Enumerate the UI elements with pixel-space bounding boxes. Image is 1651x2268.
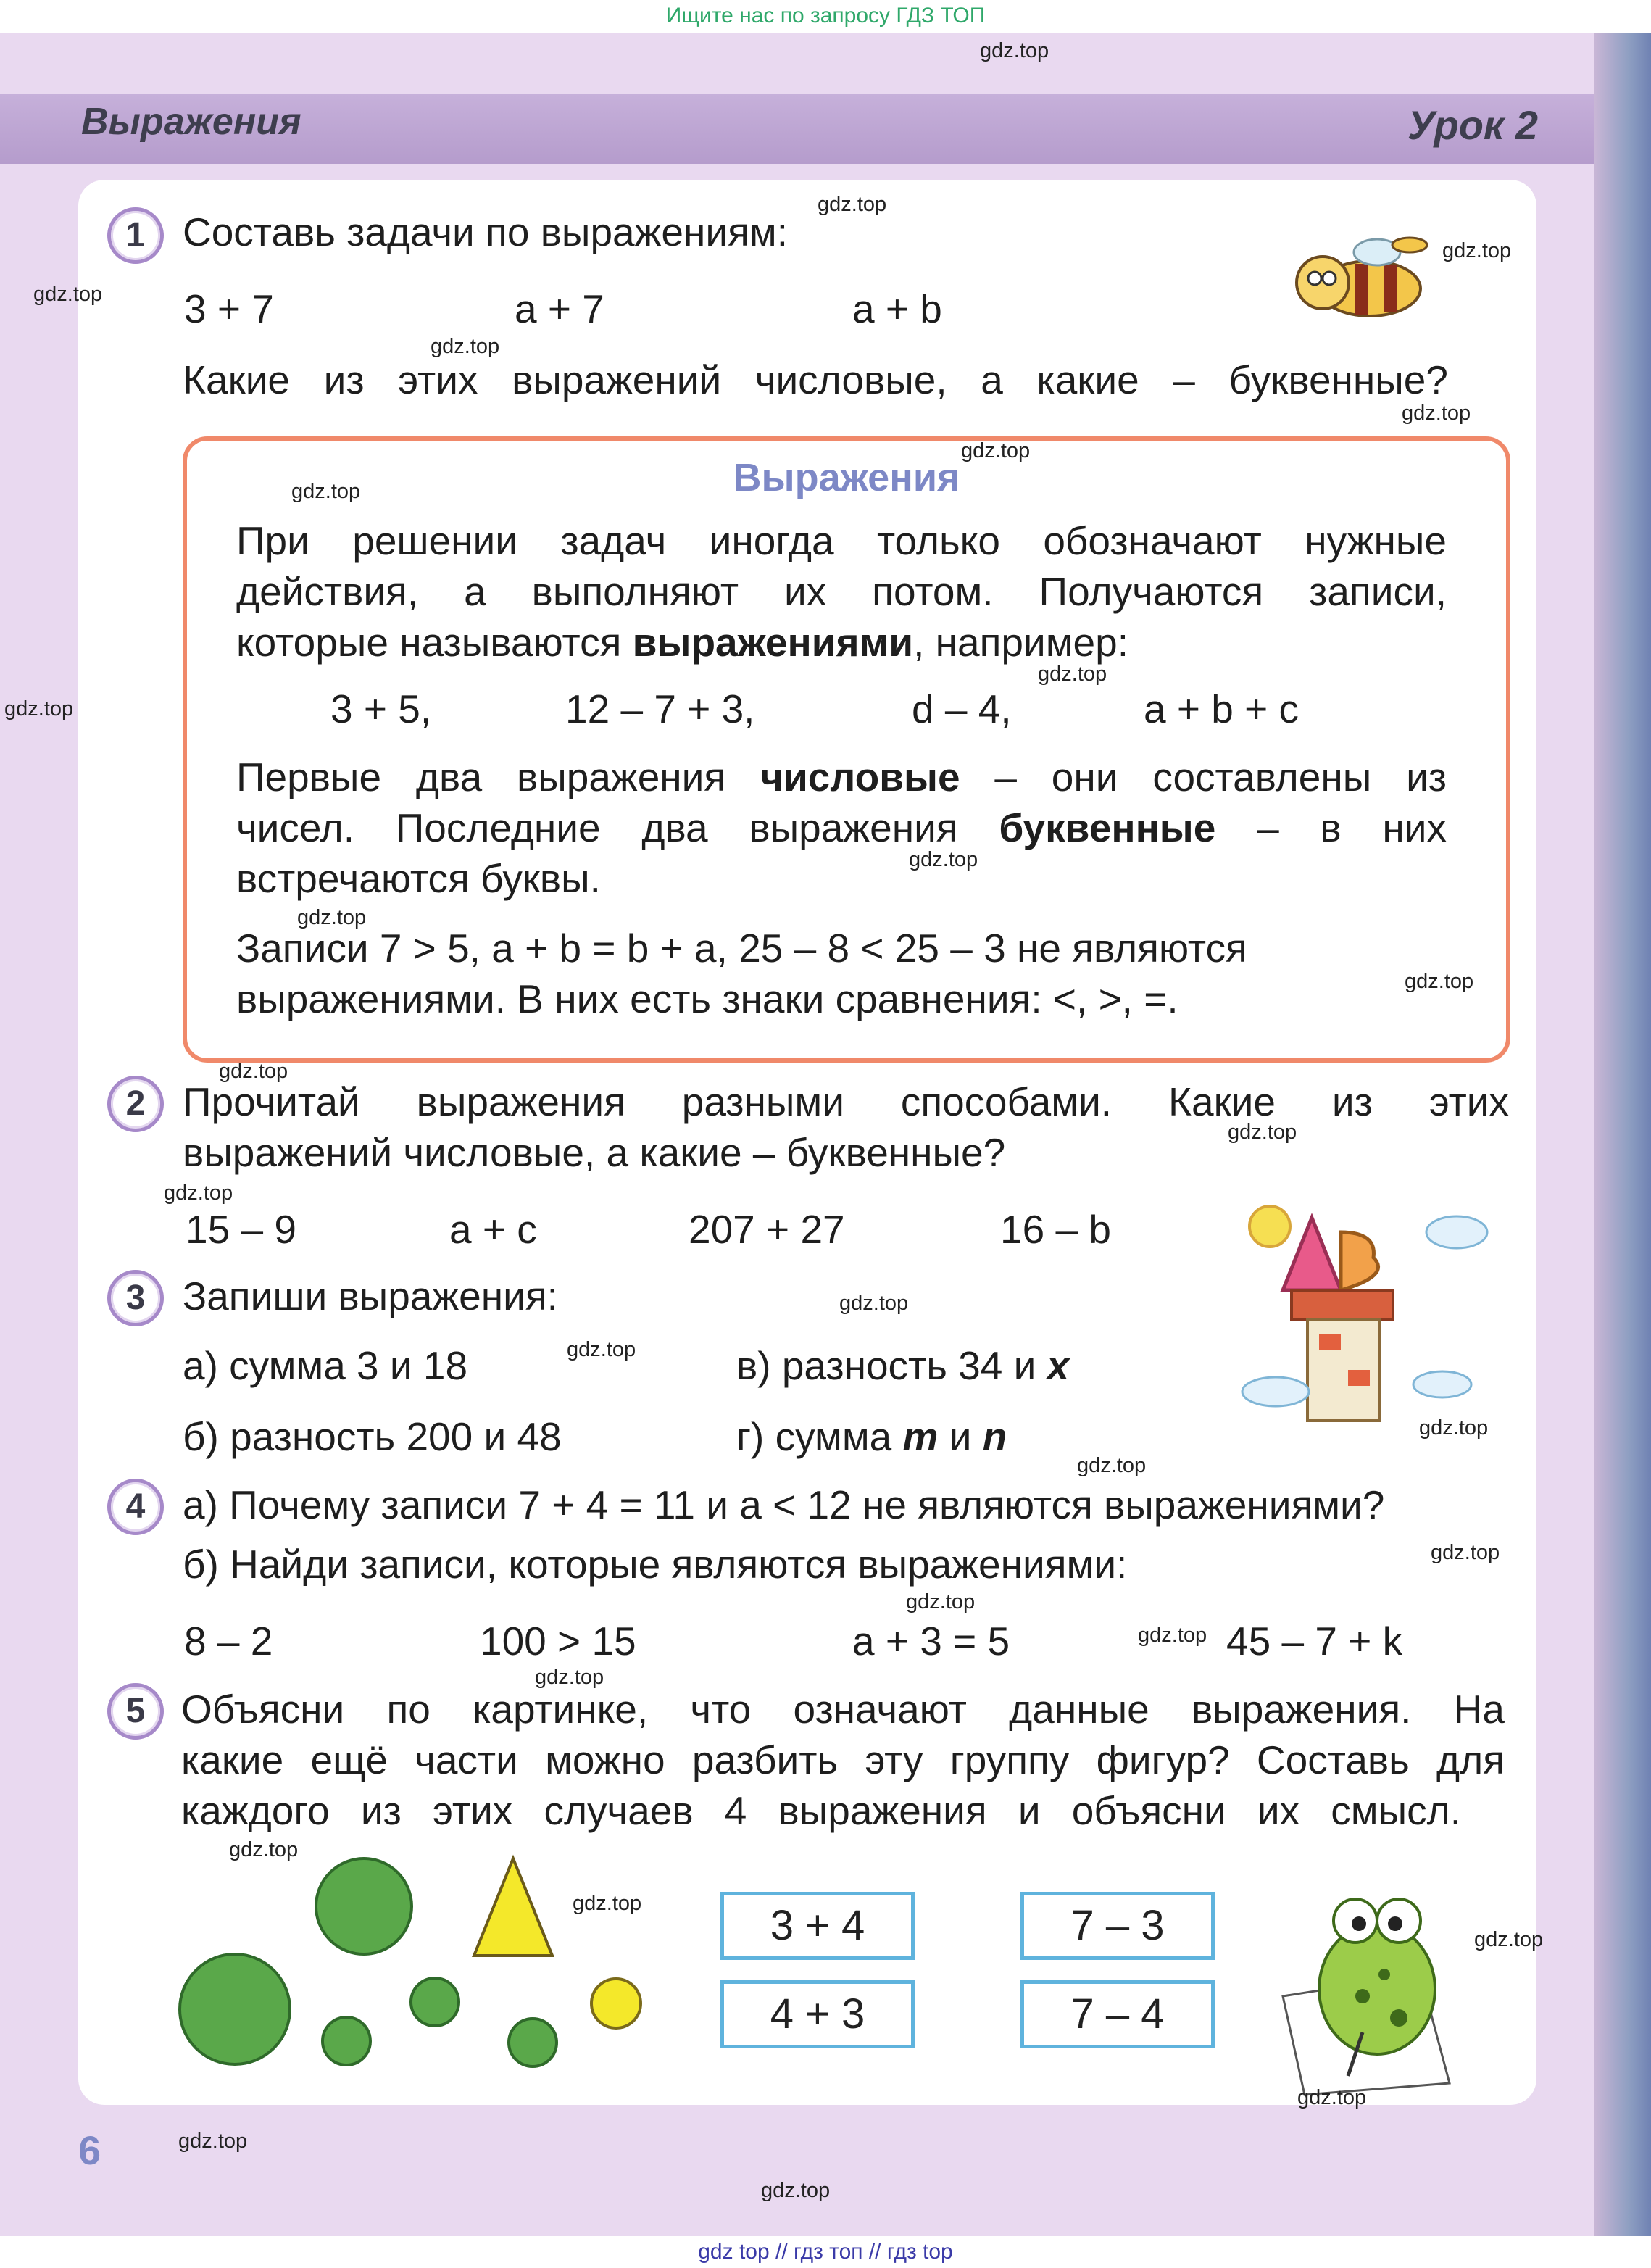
watermark: gdz.top [761, 2179, 831, 2202]
task-2-expr-1: 15 – 9 [186, 1207, 296, 1252]
watermark: gdz.top [178, 2130, 248, 2153]
watermark: gdz.top [1474, 1928, 1544, 1951]
watermark: gdz.top [906, 1590, 976, 1613]
small-green-circle-3 [509, 2019, 557, 2066]
watermark: gdz.top [431, 335, 500, 358]
definition-example-1: 3 + 5, [330, 686, 432, 731]
task-5-line-1: Объясни по картинке, что означают данные выражения. На [181, 1687, 1505, 1732]
yellow-circle [591, 1979, 641, 2028]
definition-p2-line-3: встречаются буквы. [236, 856, 601, 901]
page-title: Выражения [81, 101, 301, 143]
definition-line-1: При решении задач иногда только обозначают нужные [236, 518, 1447, 563]
watermark: gdz.top [1038, 662, 1107, 686]
watermark: gdz.top [1431, 1541, 1500, 1564]
expression-box-7-minus-4: 7 – 4 [1020, 1980, 1215, 2048]
bee-illustration [1283, 230, 1428, 332]
watermark: gdz.top [980, 39, 1049, 62]
task-1-number: 1 [107, 207, 164, 264]
watermark: gdz.top [1138, 1624, 1207, 1647]
watermark: gdz.top [164, 1181, 233, 1205]
watermark: gdz.top [1419, 1416, 1489, 1440]
frog-illustration [1276, 1880, 1464, 2098]
task-3-item-a: а) сумма 3 и 18 [183, 1343, 468, 1388]
task-4-expr-3: a + 3 = 5 [852, 1619, 1010, 1663]
task-2-number: 2 [107, 1076, 164, 1132]
task-3-number: 3 [107, 1270, 164, 1326]
watermark: gdz.top [818, 193, 887, 216]
watermark: gdz.top [909, 848, 978, 871]
task-3-item-g: г) сумма m и n [736, 1414, 1007, 1459]
task-1-text: Составь задачи по выражениям: [183, 209, 788, 254]
task-2-expr-4: 16 – b [1000, 1207, 1111, 1252]
definition-line-2: действия, а выполняют их потом. Получаются записи, [236, 569, 1447, 614]
expression-box-4-plus-3: 4 + 3 [720, 1980, 915, 2048]
watermark: gdz.top [1077, 1454, 1147, 1477]
watermark: gdz.top [1442, 239, 1512, 262]
lesson-label: Урок 2 [1407, 102, 1538, 148]
task-4-expr-4: 45 – 7 + k [1226, 1619, 1403, 1663]
definition-p3-line-1: Записи 7 > 5, a + b = b + a, 25 – 8 < 25 – 3 не являются [236, 926, 1247, 971]
task-1-question: Какие из этих выражений числовые, а какие – буквенные? [183, 357, 1448, 402]
task-3-text: Запиши выражения: [183, 1274, 558, 1318]
task-5-line-2: какие ещё части можно разбить эту группу фигур? Составь для [181, 1737, 1505, 1782]
task-1-expr-3: a + b [852, 286, 942, 331]
definition-example-2: 12 – 7 + 3, [565, 686, 755, 731]
watermark: gdz.top [1402, 402, 1471, 425]
definition-title: Выражения [733, 456, 960, 499]
definition-line-3: которые называются выражениями, например: [236, 620, 1129, 665]
expression-box-3-plus-4: 3 + 4 [720, 1892, 915, 1960]
watermark: gdz.top [839, 1292, 909, 1315]
page-number: 6 [78, 2127, 101, 2173]
watermark: gdz.top [567, 1338, 636, 1361]
definition-p2-line-1: Первые два выражения числовые – они составлены из [236, 755, 1447, 799]
watermark: gdz.top [291, 480, 361, 503]
task-4-item-b: б) Найди записи, которые являются выражениями: [183, 1542, 1128, 1587]
task-5-line-3: каждого из этих случаев 4 выражения и объясни их смысл. [181, 1788, 1461, 1833]
small-green-circle-1 [411, 1978, 459, 2026]
book-spine [1594, 0, 1651, 2268]
expression-box-7-minus-3: 7 – 3 [1020, 1892, 1215, 1960]
watermark: gdz.top [229, 1838, 299, 1861]
watermark: gdz.top [535, 1666, 604, 1689]
definition-p3-line-2: выражениями. В них есть знаки сравнения: <, >, =. [236, 976, 1178, 1021]
task-2-expr-2: a + c [449, 1207, 537, 1252]
watermark: gdz.top [961, 439, 1031, 462]
yellow-triangle [474, 1858, 552, 1956]
task-2-line-1: Прочитай выражения разными способами. Какие из этих [183, 1079, 1509, 1124]
watermark: gdz.top [573, 1892, 642, 1915]
definition-p2-line-2: чисел. Последние два выражения буквенные – в них [236, 805, 1447, 850]
top-banner[interactable]: Ищите нас по запросу ГДЗ ТОП [0, 0, 1651, 33]
big-green-circle-1 [316, 1858, 412, 1954]
watermark: gdz.top [4, 697, 74, 720]
task-4-item-a: а) Почему записи 7 + 4 = 11 и a < 12 не являются выражениями? [183, 1482, 1385, 1527]
watermark: gdz.top [1405, 970, 1474, 993]
task-4-expr-2: 100 > 15 [480, 1619, 636, 1663]
big-green-circle-2 [180, 1954, 290, 2064]
shapes-group [174, 1848, 652, 2088]
watermark: gdz.top [1297, 2086, 1367, 2109]
watermark: gdz.top [219, 1060, 288, 1083]
task-3-item-v: в) разность 34 и x [736, 1343, 1070, 1388]
task-4-number: 4 [107, 1479, 164, 1535]
task-3-item-b: б) разность 200 и 48 [183, 1414, 562, 1459]
task-1-expr-1: 3 + 7 [184, 286, 274, 331]
definition-example-3: d – 4, [912, 686, 1012, 731]
watermark: gdz.top [297, 906, 367, 929]
task-5-number: 5 [107, 1683, 164, 1740]
watermark: gdz.top [33, 283, 103, 306]
task-2-line-2: выражений числовые, а какие – буквенные? [183, 1130, 1006, 1175]
watermark: gdz.top [1228, 1121, 1297, 1144]
task-1-expr-2: a + 7 [515, 286, 604, 331]
definition-example-4: a + b + c [1144, 686, 1299, 731]
bottom-banner[interactable]: gdz top // гдз топ // гдз top [0, 2236, 1651, 2268]
task-4-expr-1: 8 – 2 [184, 1619, 273, 1663]
small-green-circle-2 [323, 2017, 370, 2065]
task-2-expr-3: 207 + 27 [689, 1207, 845, 1252]
letters-tower-illustration [1232, 1189, 1493, 1428]
